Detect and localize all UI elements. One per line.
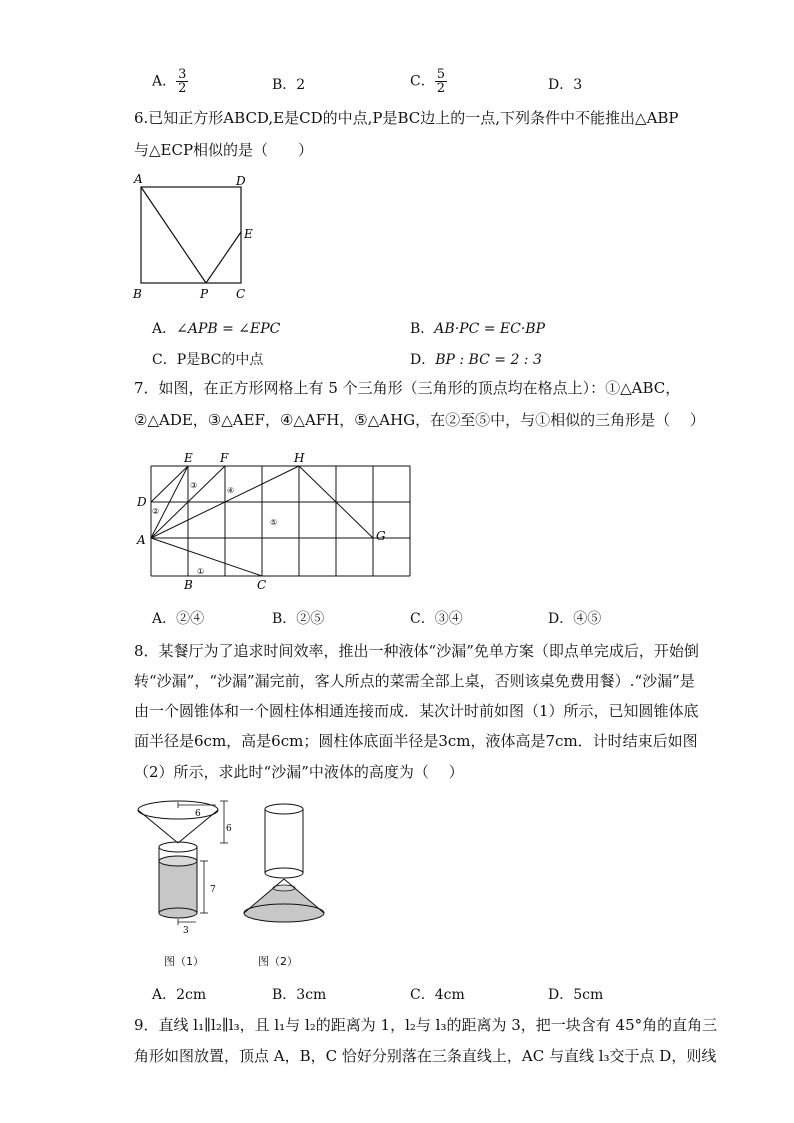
q6-option-b[interactable]: B．AB·PC = EC·BP (410, 321, 545, 337)
label-a: A (134, 172, 143, 186)
label-e: E (184, 451, 193, 465)
region-3: ③ (190, 481, 198, 490)
label-c: C (257, 578, 267, 592)
q8-stem-line2: 转“沙漏”，“沙漏”漏完前，客人所点的菜需全部上桌，否则该桌免费用餐）.“沙漏”是 (134, 672, 695, 690)
q6-square-figure (130, 170, 270, 305)
q6-option-a[interactable]: A．∠APB = ∠EPC (152, 321, 281, 337)
q5-option-c[interactable]: C． $\frac{5}{2}$ (410, 67, 445, 96)
q7-option-d[interactable]: D．④⑤ (548, 611, 602, 627)
q5-option-a[interactable]: A． $\frac{3}{2}$ (152, 67, 187, 96)
label-b: B (133, 287, 142, 301)
region-5: ⑤ (270, 518, 278, 527)
label-f: F (220, 451, 229, 465)
label-h: H (294, 451, 305, 465)
q9-stem-line2: 角形如图放置，顶点 A，B，C 恰好分别落在三条直线上，AC 与直线 l₃交于点 D，则线 (134, 1047, 717, 1065)
q8-stem-line4: 面半径是6cm，高是6cm；圆柱体底面半径是3cm，液体高是7cm．计时结束后如图 (134, 732, 698, 750)
q7-option-c[interactable]: C．③④ (410, 611, 463, 627)
q8-option-a[interactable]: A．2cm (152, 987, 207, 1003)
q6-option-c[interactable]: C．P是BC的中点 (152, 352, 264, 368)
cyl-radius-label: 3 (183, 926, 189, 935)
q5-option-d[interactable]: D．3 (548, 77, 583, 93)
q8-caption-2: 图（2） (258, 955, 298, 968)
cone-height-label: 6 (226, 824, 232, 834)
label-c: C (236, 287, 246, 301)
q7-grid-figure (130, 448, 420, 593)
region-4: ④ (227, 486, 235, 495)
label-p: P (200, 287, 209, 301)
q8-stem-line1: 8．某餐厅为了追求时间效率，推出一种液体“沙漏”免单方案（即点单完成后，开始倒 (134, 642, 699, 660)
label-d: D (137, 495, 147, 509)
label-d: D (236, 174, 246, 188)
region-1: ① (197, 567, 205, 576)
q8-stem-line5: （2）所示，求此时“沙漏”中液体的高度为（ ） (134, 763, 464, 781)
q8-option-d[interactable]: D．5cm (548, 987, 604, 1003)
q6-option-d[interactable]: D．BP : BC = 2 : 3 (410, 352, 542, 368)
q7-stem-line1: 7．如图，在正方形网格上有 5 个三角形（三角形的顶点均在格点上）：①△ABC， (134, 379, 681, 397)
q8-option-c[interactable]: C．4cm (410, 987, 465, 1003)
cone-radius-label: 6 (195, 809, 201, 819)
q7-stem-line2: ②△ADE，③△AEF，④△AFH，⑤△AHG，在②至⑤中，与①相似的三角形是（ ） (134, 411, 705, 429)
label-a: A (137, 533, 146, 547)
q6-stem-line2: 与△ECP相似的是（ ） (134, 141, 314, 159)
q8-figure-2 (240, 795, 340, 935)
q8-figure-1 (130, 795, 240, 935)
liquid-height-label: 7 (210, 885, 216, 895)
label-e: E (244, 227, 253, 241)
q9-stem-line1: 9．直线 l₁∥l₂∥l₃，且 l₁与 l₂的距离为 1，l₂与 l₃的距离为 3，把一块含有 45°角的直角三 (134, 1016, 718, 1034)
q8-caption-1: 图（1） (164, 955, 204, 968)
region-2: ② (152, 507, 160, 516)
label-g: G (376, 529, 386, 543)
label-b: B (184, 578, 193, 592)
q5-option-b[interactable]: B．2 (272, 77, 306, 93)
q8-stem-line3: 由一个圆锥体和一个圆柱体相通连接而成．某次计时前如图（1）所示，已知圆锥体底 (134, 702, 699, 720)
q8-option-b[interactable]: B．3cm (272, 987, 327, 1003)
segment-ap (141, 187, 206, 283)
q7-option-b[interactable]: B．②⑤ (272, 611, 325, 627)
segment-pe (206, 232, 241, 283)
q6-stem-line1: 6.已知正方形ABCD,E是CD的中点,P是BC边上的一点,下列条件中不能推出△ABP (134, 109, 679, 127)
square-abcd (141, 187, 241, 283)
q7-option-a[interactable]: A．②④ (152, 611, 205, 627)
